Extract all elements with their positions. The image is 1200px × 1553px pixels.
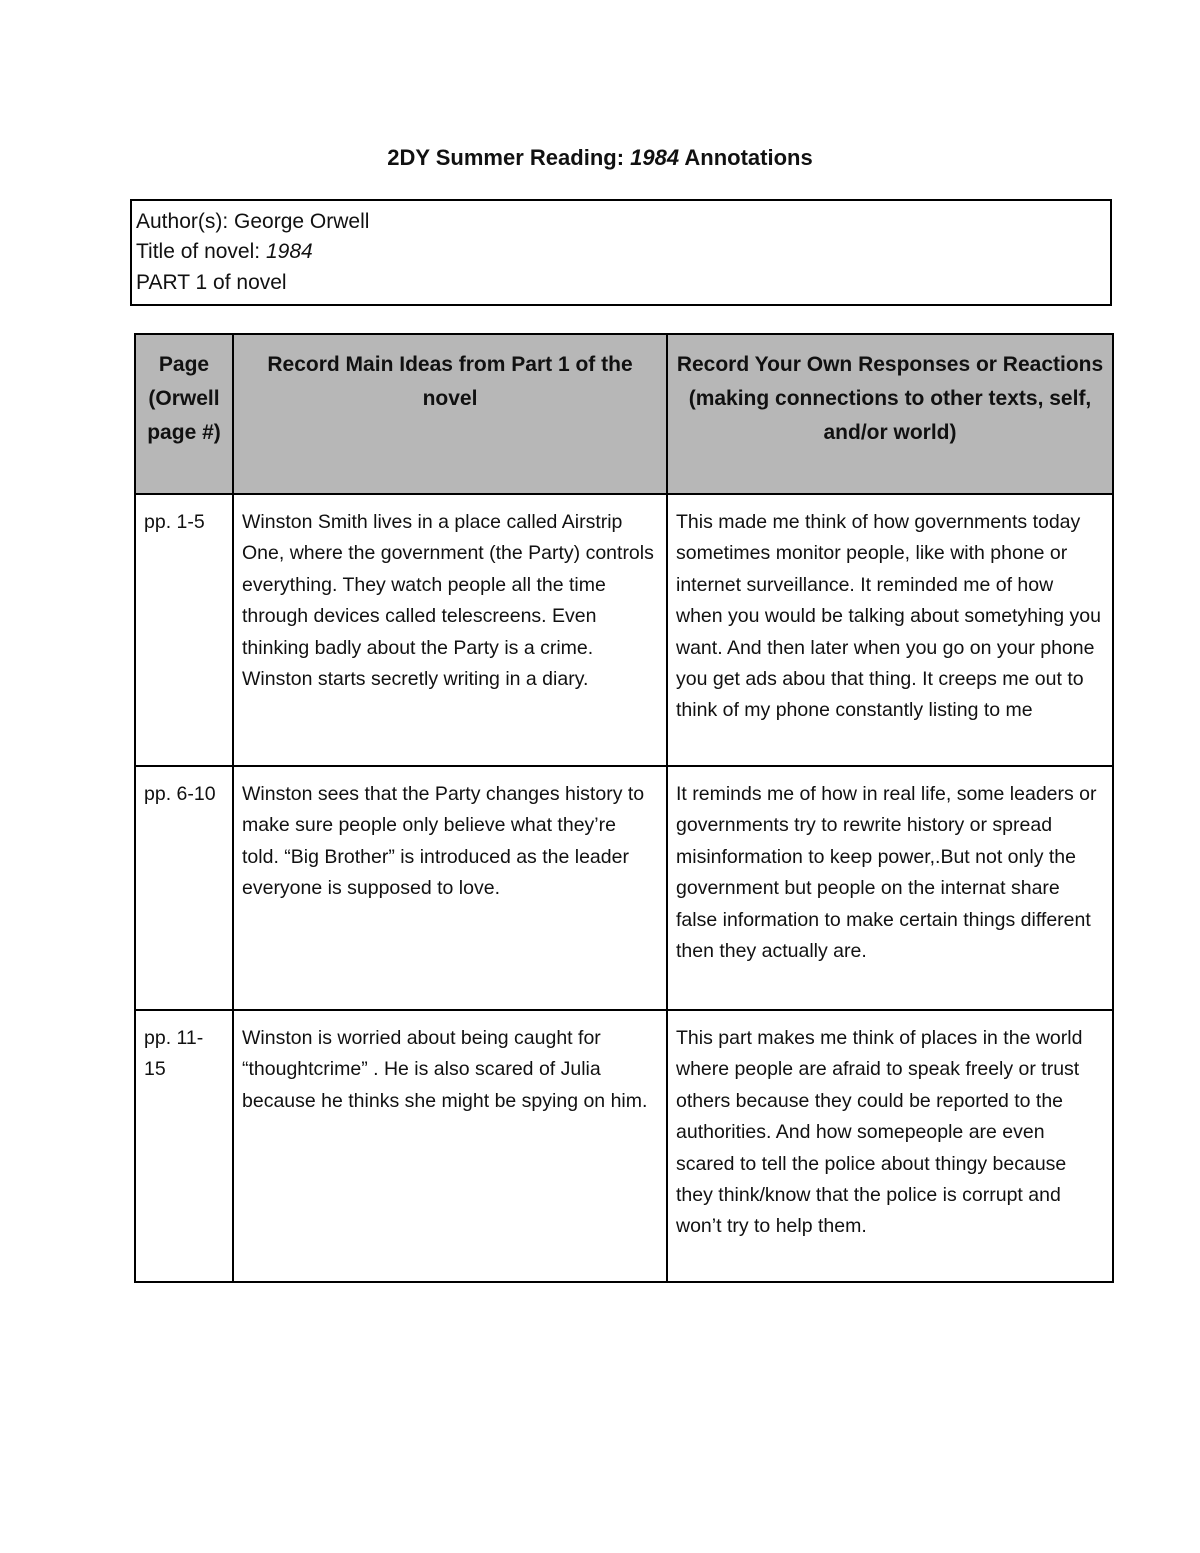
table-row xyxy=(135,1010,1113,1282)
title-prefix: 2DY Summer Reading: xyxy=(387,145,625,170)
title-suffix: Annotations xyxy=(684,145,813,170)
annotations-table xyxy=(134,333,1114,1283)
novel-title-label: Title of novel: xyxy=(136,240,261,263)
response-cell: This part makes me think of places in the world where people are afraid to speak freely or trust others because they could be reported to the authorities. And how somepeople are even scared to tell the police about thingy because they think/know that the police is corrupt and won’t try to help them. xyxy=(667,1010,1113,1282)
novel-title-value: 1984 xyxy=(265,240,313,263)
page-cell: pp. 6-10 xyxy=(135,766,233,1010)
table-row xyxy=(135,494,1113,766)
table-row xyxy=(135,766,1113,1010)
page-title xyxy=(0,143,1200,173)
response-cell: It reminds me of how in real life, some leaders or governments try to rewrite history or spread misinformation to keep power,.But not only the government but people on the internat share false information to make certain things different then they actually are. xyxy=(667,766,1113,1010)
main-idea-cell: Winston sees that the Party changes history to make sure people only believe what they’re told. “Big Brother” is introduced as the leader everyone is supposed to love. xyxy=(233,766,667,1010)
header-responses: Record Your Own Responses or Reactions (making connections to other texts, self, and/or world) xyxy=(667,334,1113,494)
page-cell: pp. 11-15 xyxy=(135,1010,233,1282)
page-cell: pp. 1-5 xyxy=(135,494,233,766)
title-book: 1984 xyxy=(630,145,680,170)
table-header-row xyxy=(135,334,1113,494)
main-idea-cell: Winston is worried about being caught for “thoughtcrime” . He is also scared of Julia because he thinks she might be spying on him. xyxy=(233,1010,667,1282)
part-line: PART 1 of novel xyxy=(136,271,287,294)
main-idea-cell: Winston Smith lives in a place called Airstrip One, where the government (the Party) controls everything. They watch people all the time through devices called telescreens. Even thinking badly about the Party is a crime. Winston starts secretly writing in a diary. xyxy=(233,494,667,766)
author-label: Author(s): xyxy=(136,210,229,233)
header-main-ideas: Record Main Ideas from Part 1 of the novel xyxy=(233,334,667,494)
header-page: Page (Orwell page #) xyxy=(135,334,233,494)
novel-title-line xyxy=(136,237,313,267)
author-line xyxy=(136,207,369,237)
novel-info-box xyxy=(130,199,1112,306)
author-value: George Orwell xyxy=(234,210,370,233)
response-cell: This made me think of how governments today sometimes monitor people, like with phone or internet surveillance. It reminded me of how when you would be talking about sometyhing you want. And then later when you go on your phone you get ads abou that thing. It creeps me out to think of my phone constantly listing to me xyxy=(667,494,1113,766)
